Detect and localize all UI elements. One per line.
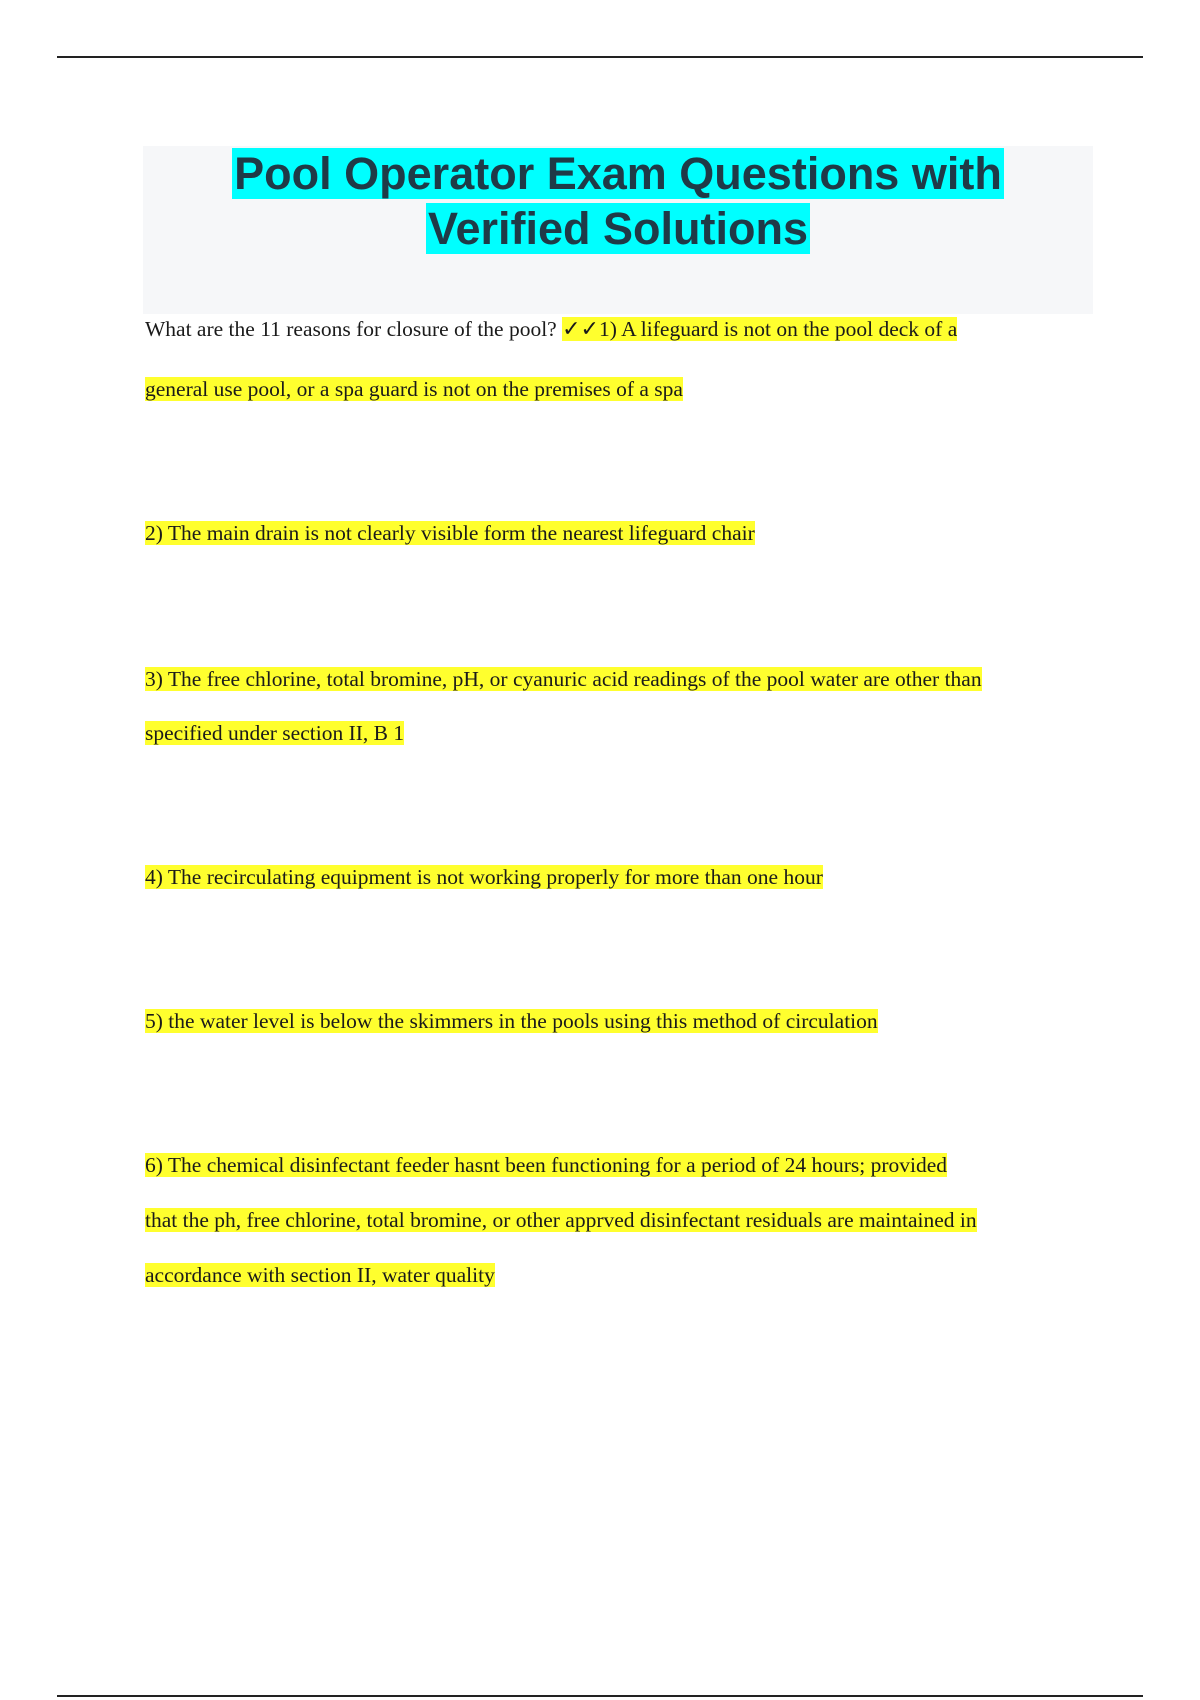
answer-2 — [145, 506, 1095, 561]
check-mark-icon: ✓✓ — [562, 317, 599, 342]
question-line — [145, 302, 1095, 357]
title-box — [143, 146, 1093, 314]
question-text: What are the 11 reasons for closure of the pool? — [145, 317, 557, 341]
title-line-1: Pool Operator Exam Questions with — [234, 148, 1002, 199]
answer-highlight — [562, 317, 957, 341]
answer-3 — [145, 652, 1095, 707]
answer-5 — [145, 994, 1095, 1049]
answer-1-line-1: 1) A lifeguard is not on the pool deck of a — [598, 317, 958, 341]
title-line-2: Verified Solutions — [427, 203, 809, 254]
answer-6-line-1: 6) The chemical disinfectant feeder hasnt been functioning for a period of 24 hours; provided — [145, 1153, 947, 1177]
answer-3-line-1: 3) The free chlorine, total bromine, pH, or cyanuric acid readings of the pool water are other than — [145, 667, 982, 691]
answer-5-line-1: 5) the water level is below the skimmers in the pools using this method of circulation — [145, 1009, 878, 1033]
answer-1-line-2: general use pool, or a spa guard is not on the premises of a spa — [145, 377, 683, 401]
answer-6-continued-1 — [145, 1193, 1095, 1248]
answer-6-continued-2 — [145, 1248, 1095, 1303]
answer-6-line-3: accordance with section II, water quality — [145, 1263, 495, 1287]
answer-2-line-1: 2) The main drain is not clearly visible form the nearest lifeguard chair — [145, 521, 755, 545]
answer-1-continued — [145, 362, 1095, 417]
answer-6-line-2: that the ph, free chlorine, total bromine, or other apprved disinfectant residuals are maintained in — [145, 1208, 977, 1232]
answer-4-line-1: 4) The recirculating equipment is not working properly for more than one hour — [145, 865, 823, 889]
top-rule — [57, 56, 1143, 58]
bottom-rule — [57, 1695, 1143, 1697]
answer-4 — [145, 850, 1095, 905]
document-title — [143, 146, 1093, 256]
answer-6 — [145, 1138, 1095, 1193]
answer-3-continued — [145, 706, 1095, 761]
answer-3-line-2: specified under section II, B 1 — [145, 721, 405, 745]
